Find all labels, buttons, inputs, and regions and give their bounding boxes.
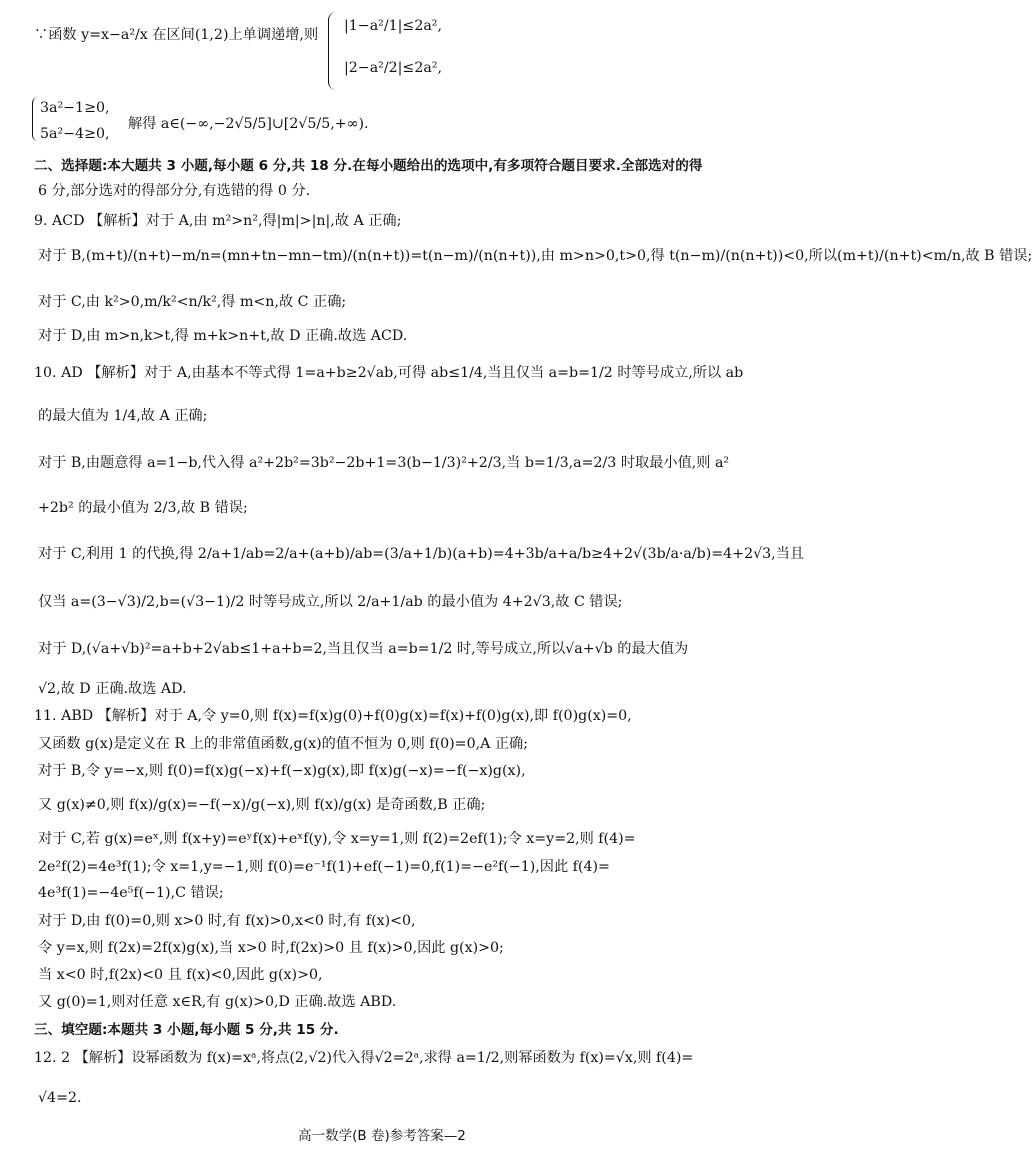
text-line: 又 g(0)=1,则对任意 x∈R,有 g(x)>0,D 正确.故选 ABD.	[38, 994, 397, 1010]
text-line: 对于 B,(m+t)/(n+t)−m/n=(mn+tn−mn−tm)/(n(n+t))=t(n−m)/(n(n+t)),由 m>n>0,t>0,得 t(n−m)/(n(n+t))<0,所以(m+t)/(n+t)<m/n,故 B 错误;	[38, 248, 1032, 264]
text-line: √4=2.	[38, 1090, 82, 1106]
text-line: 对于 B,由题意得 a=1−b,代入得 a²+2b²=3b²−2b+1=3(b−1/3)²+2/3,当 b=1/3,a=2/3 时取最小值,则 a²	[38, 455, 730, 471]
text-line: 仅当 a=(3−√3)/2,b=(√3−1)/2 时等号成立,所以 2/a+1/ab 的最小值为 4+2√3,故 C 错误;	[38, 594, 623, 610]
text-line: 5a²−4≥0,	[40, 126, 110, 142]
text-line: 对于 C,利用 1 的代换,得 2/a+1/ab=2/a+(a+b)/ab=(3/a+1/b)(a+b)=4+3b/a+a/b≥4+2√(3b/a·a/b)=4+2√3,当且	[38, 546, 805, 562]
text-line: 对于 C,由 k²>0,m/k²<n/k²,得 m<n,故 C 正确;	[38, 294, 347, 310]
text-line: 又 g(x)≠0,则 f(x)/g(x)=−f(−x)/g(−x),则 f(x)/g(x) 是奇函数,B 正确;	[38, 797, 486, 813]
text-line: 2e²f(2)=4e³f(1);令 x=1,y=−1,则 f(0)=e⁻¹f(1)+ef(−1)=0,f(1)=−e²f(−1),因此 f(4)=	[38, 859, 610, 875]
system-brace-2	[32, 97, 39, 141]
text-line: 4e³f(1)=−4e⁵f(−1),C 错误;	[38, 885, 224, 901]
section-heading: 二、选择题:本大题共 3 小题,每小题 6 分,共 18 分.在每小题给出的选项中,有多项符合题目要求.全部选对的得	[34, 158, 703, 174]
page-footer: 高一数学(B 卷)参考答案—2	[298, 1128, 466, 1144]
text-line: |2−a²/2|≤2a²,	[344, 60, 442, 76]
question-10: 10. AD 【解析】对于 A,由基本不等式得 1=a+b≥2√ab,可得 ab≤1/4,当且仅当 a=b=1/2 时等号成立,所以 ab	[34, 365, 744, 381]
text-line: 对于 D,由 f(0)=0,则 x>0 时,有 f(x)>0,x<0 时,有 f(x)<0,	[38, 913, 416, 929]
text-line: 对于 D,由 m>n,k>t,得 m+k>n+t,故 D 正确.故选 ACD.	[38, 328, 408, 344]
text-line: √2,故 D 正确.故选 AD.	[38, 681, 187, 697]
question-9: 9. ACD 【解析】对于 A,由 m²>n²,得|m|>|n|,故 A 正确;	[34, 213, 402, 229]
text-line: 的最大值为 1/4,故 A 正确;	[38, 408, 208, 424]
text-line: 对于 D,(√a+√b)²=a+b+2√ab≤1+a+b=2,当且仅当 a=b=1/2 时,等号成立,所以√a+√b 的最大值为	[38, 641, 689, 657]
text-line: 对于 B,令 y=−x,则 f(0)=f(x)g(−x)+f(−x)g(x),即 f(x)g(−x)=−f(−x)g(x),	[38, 763, 526, 779]
question-12: 12. 2 【解析】设幂函数为 f(x)=xᵃ,将点(2,√2)代入得√2=2ᵃ,求得 a=1/2,则幂函数为 f(x)=√x,则 f(4)=	[34, 1050, 694, 1066]
section-heading: 三、填空题:本题共 3 小题,每小题 5 分,共 15 分.	[34, 1022, 339, 1038]
text-line: 令 y=x,则 f(2x)=2f(x)g(x),当 x>0 时,f(2x)>0 且 f(x)>0,因此 g(x)>0;	[38, 940, 504, 956]
text-line: 对于 C,若 g(x)=eˣ,则 f(x+y)=eʸf(x)+eˣf(y),令 x=y=1,则 f(2)=2ef(1);令 x=y=2,则 f(4)=	[38, 831, 636, 847]
text-line: 6 分,部分选对的得部分分,有选错的得 0 分.	[38, 183, 311, 199]
text-line: 解得 a∈(−∞,−2√5/5]∪[2√5/5,+∞).	[128, 116, 369, 132]
text-line: +2b² 的最小值为 2/3,故 B 错误;	[38, 500, 248, 516]
question-11: 11. ABD 【解析】对于 A,令 y=0,则 f(x)=f(x)g(0)+f(0)g(x)=f(x)+f(0)g(x),即 f(0)g(x)=0,	[34, 708, 632, 724]
text-line: 又函数 g(x)是定义在 R 上的非常值函数,g(x)的值不恒为 0,则 f(0)=0,A 正确;	[38, 736, 529, 752]
text-line: 3a²−1≥0,	[40, 100, 110, 116]
text-line: ∵函数 y=x−a²/x 在区间(1,2)上单调递增,则	[34, 27, 319, 43]
text-line: |1−a²/1|≤2a²,	[344, 18, 442, 34]
text-line: 当 x<0 时,f(2x)<0 且 f(x)<0,因此 g(x)>0,	[38, 967, 323, 983]
